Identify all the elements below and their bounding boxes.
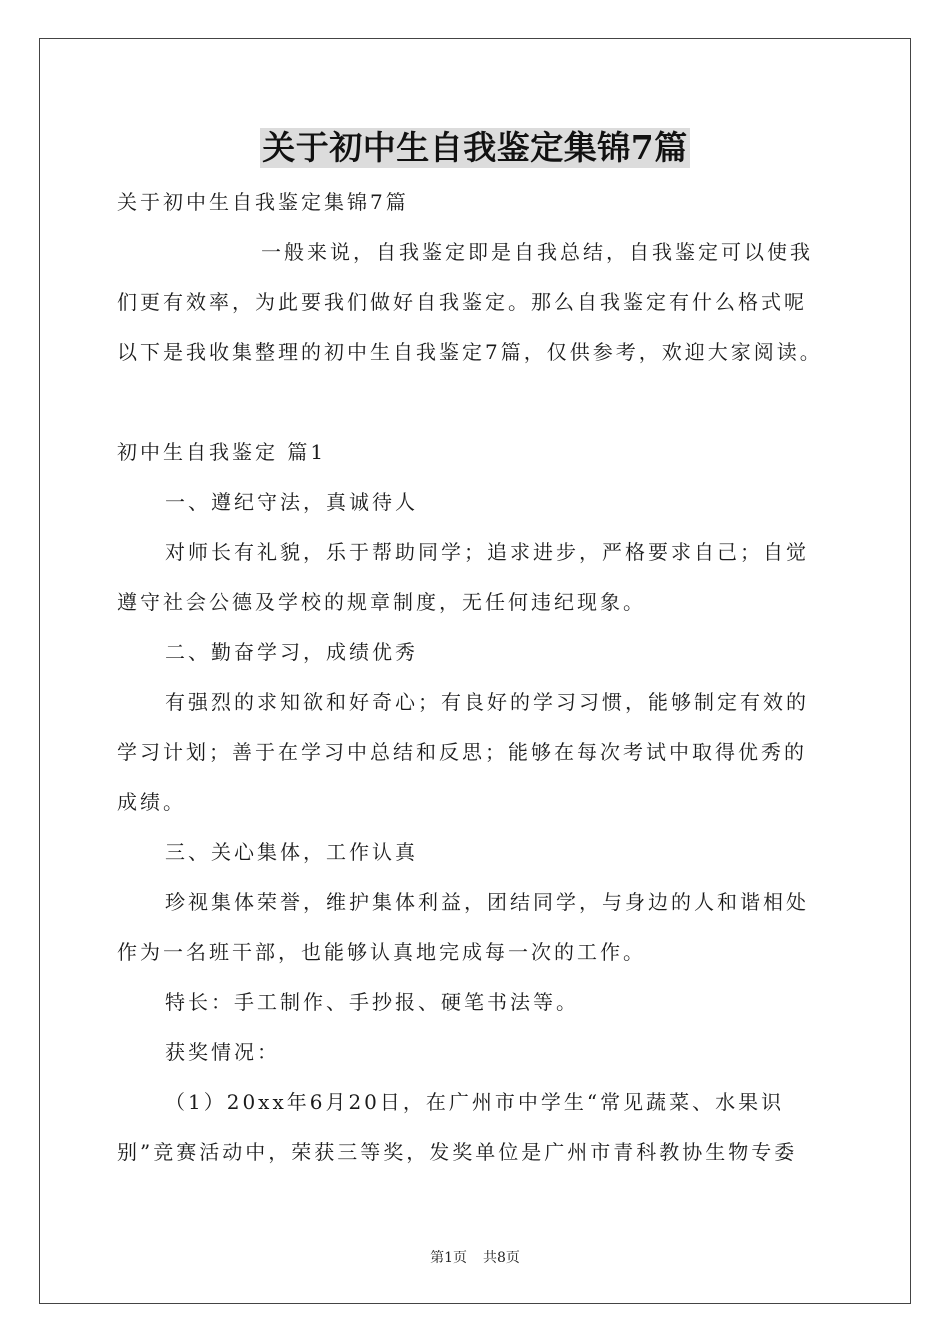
paragraph-line: 有强烈的求知欲和好奇心；有良好的学习习惯，能够制定有效的 — [165, 690, 809, 714]
section-heading: 初中生自我鉴定 篇1 — [117, 440, 327, 464]
document-title — [0, 128, 950, 168]
awards-heading: 获奖情况： — [165, 1040, 280, 1064]
award-item-line: （1）20xx年6月20日，在广州市中学生“常见蔬菜、水果识 — [165, 1090, 785, 1114]
intro-line-3: 以下是我收集整理的初中生自我鉴定7篇，仅供参考，欢迎大家阅读。 — [117, 340, 823, 364]
subheading-1: 一、遵纪守法，真诚待人 — [165, 490, 418, 514]
paragraph-line: 遵守社会公德及学校的规章制度，无任何违纪现象。 — [117, 590, 646, 614]
paragraph-line: 成绩。 — [117, 790, 186, 814]
paragraph-gap — [117, 377, 839, 427]
document-title-text: 关于初中生自我鉴定集锦7篇 — [262, 128, 688, 167]
subheading-3: 三、关心集体，工作认真 — [165, 840, 418, 864]
paragraph-line: 作为一名班干部，也能够认真地完成每一次的工作。 — [117, 940, 646, 964]
paragraph-line: 对师长有礼貌，乐于帮助同学；追求进步，严格要求自己；自觉 — [165, 540, 809, 564]
intro-line-1: 一般来说，自我鉴定即是自我总结，自我鉴定可以使我 — [261, 240, 813, 264]
intro-line-2: 们更有效率，为此要我们做好自我鉴定。那么自我鉴定有什么格式呢 — [117, 290, 807, 314]
specialty-line: 特长：手工制作、手抄报、硬笔书法等。 — [165, 990, 579, 1014]
paragraph-line: 珍视集体荣誉，维护集体利益，团结同学，与身边的人和谐相处 — [165, 890, 809, 914]
page-number-total: 共8页 — [483, 1250, 520, 1266]
award-item-line: 别”竞赛活动中，荣获三等奖，发奖单位是广州市青科教协生物专委 — [117, 1140, 798, 1164]
page-number-current: 第1页 — [430, 1250, 467, 1266]
subheading-2: 二、勤奋学习，成绩优秀 — [165, 640, 418, 664]
page-footer — [0, 1247, 950, 1267]
paragraph-line: 学习计划；善于在学习中总结和反思；能够在每次考试中取得优秀的 — [117, 740, 807, 764]
subtitle-line: 关于初中生自我鉴定集锦7篇 — [117, 190, 409, 214]
document-body — [117, 177, 839, 1177]
